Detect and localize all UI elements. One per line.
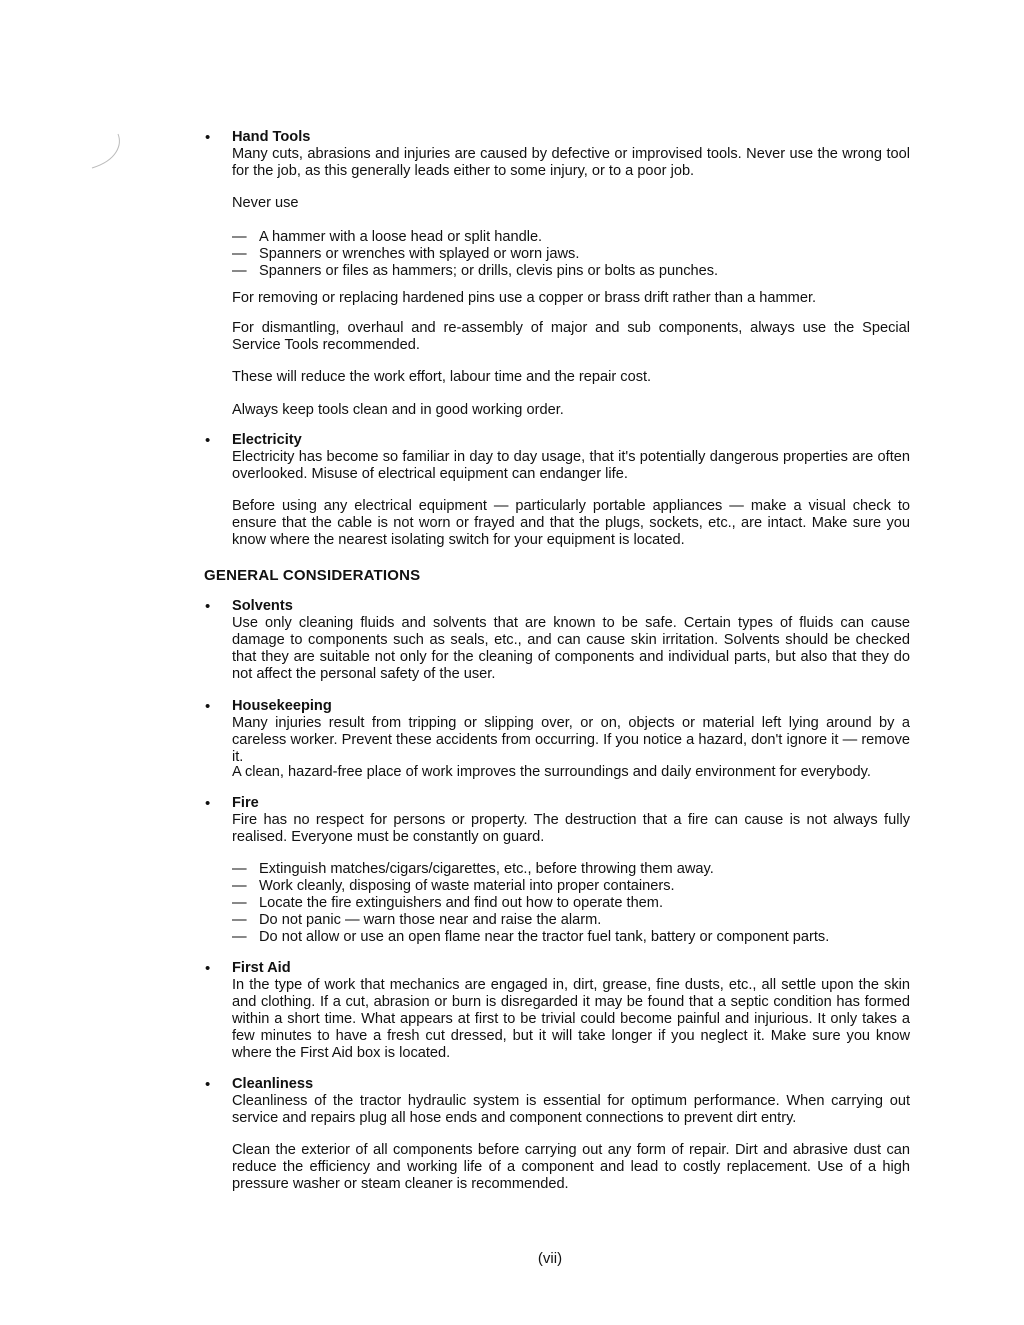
- dash-list: [232, 229, 910, 280]
- paragraph: A clean, hazard-free place of work improves the surroundings and daily environment for everybody.: [232, 764, 871, 780]
- dash-list: [232, 861, 910, 946]
- paragraph: These will reduce the work effort, labour time and the repair cost.: [232, 369, 652, 385]
- item-body: [232, 698, 910, 766]
- section-heading: GENERAL CONSIDERATIONS: [204, 567, 421, 584]
- bullet-icon: •: [205, 698, 211, 715]
- scan-mark: [88, 130, 128, 170]
- item-body: [232, 960, 910, 1062]
- item-body: [232, 1076, 910, 1127]
- item-body-cont: [232, 498, 910, 549]
- paragraph: Always keep tools clean and in good working order.: [232, 402, 564, 418]
- item-body-cont: [232, 369, 910, 386]
- list-item: — Spanners or wrenches with splayed or worn jaws.: [232, 246, 910, 263]
- bullet-icon: •: [205, 432, 211, 449]
- item-body-cont: [232, 195, 910, 212]
- list-item: — Do not allow or use an open flame near the tractor fuel tank, battery or component parts.: [232, 929, 910, 946]
- paragraph: For removing or replacing hardened pins use a copper or brass drift rather than a hammer.: [232, 290, 817, 306]
- item-body: [232, 129, 910, 180]
- item-body: [232, 432, 910, 483]
- paragraph: Many injuries result from tripping or slipping over, or on, objects or material left lying around by a careless worker. Prevent these accidents from occurring. If you notice a hazard, don't ignore it — remove it.: [232, 715, 910, 765]
- paragraph: Electricity has become so familiar in day to day usage, that it's potentially dangerous properties are often overlooked. Misuse of electrical equipment can endanger life.: [232, 449, 910, 482]
- paragraph: In the type of work that mechanics are engaged in, dirt, grease, fine dusts, etc., all settle upon the skin and clothing. If a cut, abrasion or burn is disregarded it may be found that a septic condition has formed within a short time. What appears at first to be trivial could become painful and injurious. It only takes a few minutes to have a fresh cut dressed, but it will take longer if you neglect it. Make sure you know where the First Aid box is located.: [232, 977, 910, 1061]
- item-body-cont: [232, 290, 910, 307]
- item-title: First Aid: [232, 960, 291, 976]
- list-item: — Do not panic — warn those near and raise the alarm.: [232, 912, 910, 929]
- item-body-cont: [232, 320, 910, 354]
- item-title: Hand Tools: [232, 129, 311, 145]
- item-body-cont: [232, 402, 910, 419]
- paragraph: Clean the exterior of all components before carrying out any form of repair. Dirt and abrasive dust can reduce the efficiency and working life of a component and lead to costly replacement. Use of a high pressure washer or steam cleaner is recommended.: [232, 1142, 910, 1192]
- list-item: — Spanners or files as hammers; or drills, clevis pins or bolts as punches.: [232, 263, 910, 280]
- item-title: Solvents: [232, 598, 293, 614]
- paragraph: Before using any electrical equipment — particularly portable appliances — make a visual check to ensure that the cable is not worn or frayed and that the plugs, sockets, etc., are intact. Make sure you know where the nearest isolating switch for your equipment is located.: [232, 498, 910, 548]
- list-item: — Extinguish matches/cigars/cigarettes, etc., before throwing them away.: [232, 861, 910, 878]
- paragraph: Cleanliness of the tractor hydraulic system is essential for optimum performance. When carrying out service and repairs plug all hose ends and component connections to prevent dirt entry.: [232, 1093, 910, 1126]
- paragraph: Fire has no respect for persons or property. The destruction that a fire can cause is not always fully realised. Everyone must be constantly on guard.: [232, 812, 910, 845]
- page-number: (vii): [537, 1250, 563, 1267]
- bullet-icon: •: [205, 1076, 211, 1093]
- bullet-icon: •: [205, 795, 211, 812]
- item-title: Housekeeping: [232, 698, 332, 714]
- item-body: [232, 598, 910, 683]
- item-body-cont: [232, 764, 910, 781]
- item-title: Cleanliness: [232, 1076, 314, 1092]
- paragraph: Use only cleaning fluids and solvents that are known to be safe. Certain types of fluids can cause damage to components such as seals, etc., and can cause skin irritation. Solvents should be checked that they are suitable not only for the cleaning of components and individual parts, but also that they do not affect the personal safety of the user.: [232, 615, 910, 682]
- bullet-icon: •: [205, 598, 211, 615]
- item-body: [232, 795, 910, 846]
- paragraph: For dismantling, overhaul and re-assembly of major and sub components, always use the Special Service Tools recommended.: [232, 320, 910, 353]
- item-title: Fire: [232, 795, 259, 811]
- bullet-icon: •: [205, 960, 211, 977]
- item-body-cont: [232, 1142, 910, 1193]
- list-item: — Locate the fire extinguishers and find out how to operate them.: [232, 895, 910, 912]
- paragraph: Many cuts, abrasions and injuries are caused by defective or improvised tools. Never use the wrong tool for the job, as this generally leads either to some injury, or to a poor job.: [232, 146, 910, 179]
- item-title: Electricity: [232, 432, 302, 448]
- bullet-icon: •: [205, 129, 211, 146]
- list-item: — A hammer with a loose head or split handle.: [232, 229, 910, 246]
- paragraph: Never use: [232, 195, 299, 211]
- list-item: — Work cleanly, disposing of waste material into proper containers.: [232, 878, 910, 895]
